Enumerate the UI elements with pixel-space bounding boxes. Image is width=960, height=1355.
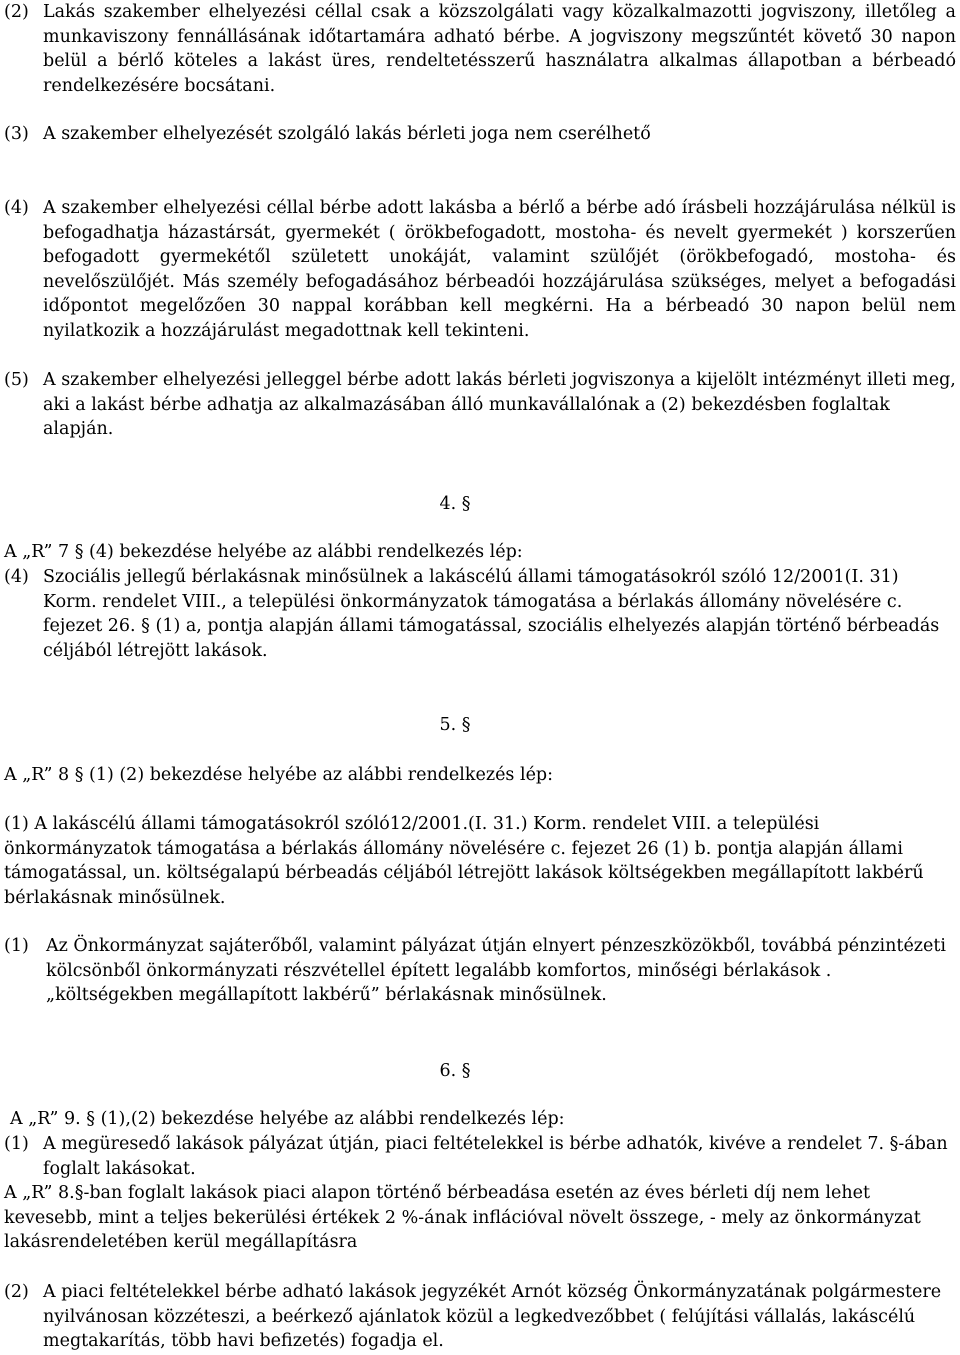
paragraph-number: (2) [4, 2, 29, 22]
section-4-paragraph-4 [4, 565, 956, 663]
section-6-paragraph-1 [4, 1132, 956, 1181]
paragraph-number: (4) [4, 567, 29, 587]
section-6-paragraph-2 [4, 1280, 956, 1354]
paragraph-number: (5) [4, 370, 29, 390]
section-5-paragraph-1: (1) A lakáscélú állami támogatásokról szóló12/2001.(I. 31.) Korm. rendelet VIII. a települési önkormányzatok támogatása a bérlakás állomány növelésére c. fejezet 26 (1) b. pontja alapján állami támogatással, un. költségalapú bérbeadás céljából létrejött lakások költségekben megállapított lakbérű bérlakásnak minősülnek. [4, 814, 924, 908]
section-6-intro: A „R” 9. § (1),(2) bekezdése helyébe az alábbi rendelkezés lép: [10, 1109, 565, 1129]
section-4-intro: A „R” 7 § (4) bekezdése helyébe az alábbi rendelkezés lép: [4, 542, 523, 562]
paragraph-number: (2) [4, 1282, 29, 1302]
section-heading-4: 4. § [439, 494, 471, 514]
paragraph-number: (3) [4, 124, 29, 144]
paragraph-text [46, 934, 956, 1008]
paragraph-4 [4, 196, 956, 343]
paragraph-5 [4, 368, 956, 442]
paragraph-2-top [4, 0, 956, 98]
paragraph-3 [4, 122, 956, 147]
paragraph-text-main: Az Önkormányzat sajáterőből, valamint pályázat útján elnyert pénzeszközökből, továbbá pénzintézeti kölcsönből önkormányzati részvétellel épített legalább komfortos, minőségi bérlakások . [46, 936, 947, 981]
paragraph-number: (1) [4, 1134, 29, 1154]
section-5-intro: A „R” 8 § (1) (2) bekezdése helyébe az alábbi rendelkezés lép: [4, 765, 554, 785]
paragraph-text: A szakember elhelyezési céllal bérbe adott lakásba a bérlő a bérbe adó írásbeli hozzájárulása nélkül is befogadhatja házastársát, gyermekét ( örökbefogadott, mostoha- és nevelt gyermekét ) korszerűen befogadott gyermekétől született unokáját, valamint szülőjét (örökbefogadó, mostoha- és nevelőszülőjét. Más személy befogadásához bérbeadói hozzájárulása szükséges, melyet a befogadási időpontot megelőzően 30 nappal korábban kell megkérni. Ha a bérbeadó 30 napon belül nem nyilatkozik a hozzájárulást megadottnak kell tekinteni. [43, 198, 956, 341]
section-6-r8-paragraph: A „R” 8.§-ban foglalt lakások piaci alapon történő bérbeadása esetén az éves bérleti díj nem lehet kevesebb, mint a teljes bekerülési értékek 2 %-ának inflációval növelt összege, - mely az önkormányzat lakásrendeletében kerül megállapításra [4, 1183, 921, 1252]
paragraph-number: (1) [4, 936, 29, 956]
paragraph-text: A szakember elhelyezését szolgáló lakás bérleti joga nem cserélhető [43, 124, 651, 144]
paragraph-text: Lakás szakember elhelyezési céllal csak a közszolgálati vagy közalkalmazotti jogviszony, illetőleg a munkaviszony fennállásának időtartamára adható bérbe. A jogviszony megszűntét követő 30 napon belül a bérlő köteles a lakást üres, rendeltetésszerű használatra alkalmas állapotban a bérbeadó rendelkezésére bocsátani. [43, 2, 956, 96]
section-heading-6: 6. § [439, 1061, 471, 1081]
paragraph-text-closing: „költségekben megállapított lakbérű” bérlakásnak minősülnek. [46, 985, 607, 1005]
paragraph-text: A szakember elhelyezési jelleggel bérbe adott lakás bérleti jogviszonya a kijelölt intézményt illeti meg, aki a lakást bérbe adhatja az alkalmazásában álló munkavállalónak a (2) bekezdésben foglaltak alapján. [43, 370, 956, 439]
paragraph-number: (4) [4, 198, 29, 218]
section-5-paragraph-1b [4, 934, 956, 1008]
paragraph-text: A megüresedő lakások pályázat útján, piaci feltételekkel is bérbe adhatók, kivéve a rendelet 7. §-ában foglalt lakásokat. [43, 1134, 948, 1179]
section-heading-5: 5. § [439, 715, 471, 735]
paragraph-text: Szociális jellegű bérlakásnak minősülnek a lakáscélú állami támogatásokról szóló 12/2001(I. 31) Korm. rendelet VIII., a települési önkormányzatok támogatása a bérlakás állomány növelésére c. fejezet 26. § (1) a, pontja alapján állami támogatással, szociális elhelyezés alapján történő bérbeadás céljából létrejött lakások. [43, 567, 940, 661]
paragraph-text: A piaci feltételekkel bérbe adható lakások jegyzékét Arnót község Önkormányzatának polgármestere nyilvánosan közzéteszi, a beérkező ajánlatok közül a legkedvezőbbet ( felújítási vállalás, lakáscélú megtakarítás, több havi befizetés) fogadja el. [43, 1282, 942, 1351]
